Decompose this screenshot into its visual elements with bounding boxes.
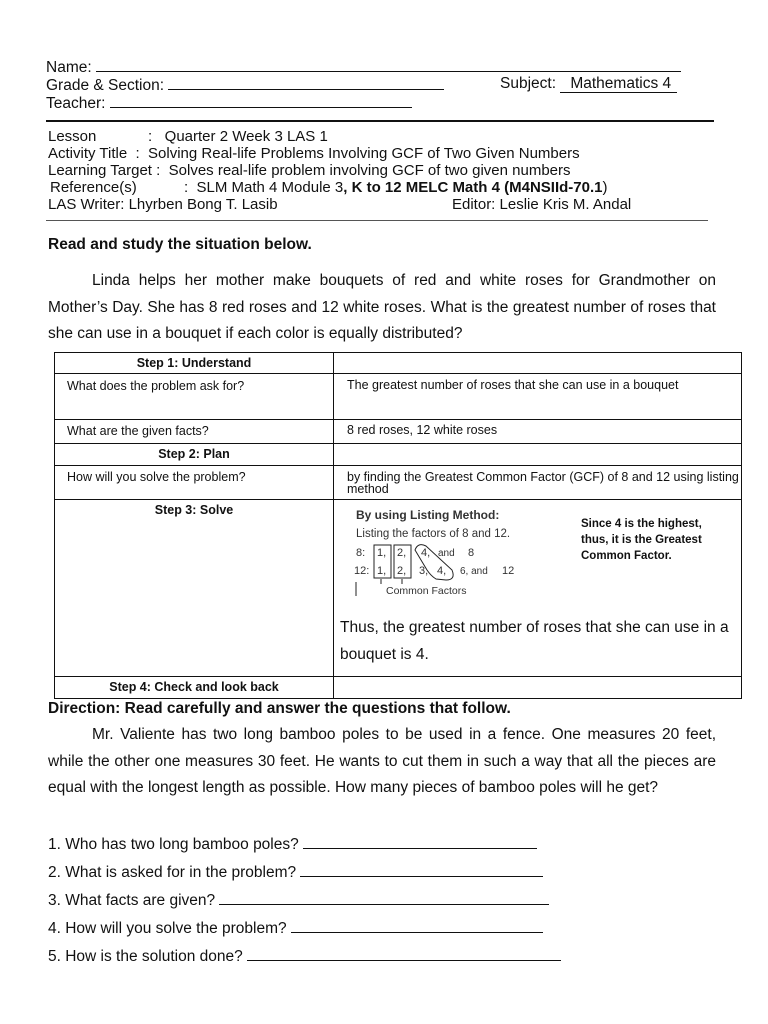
reference-code: M4NSIId-70.1: [509, 179, 603, 196]
grade-blank[interactable]: [168, 75, 444, 90]
question-ask: What does the problem ask for?: [55, 374, 334, 420]
solve-content: [334, 500, 741, 676]
answer-facts: 8 red roses, 12 white roses: [334, 420, 742, 444]
meta-divider: [46, 220, 708, 221]
grade-label: Grade & Section:: [46, 77, 165, 94]
solve-title: By using Listing Method:: [356, 508, 500, 522]
row12-factor-2: 2,: [397, 565, 407, 577]
row12-factor-4: 4,: [437, 565, 447, 577]
teacher-label: Teacher:: [46, 95, 106, 112]
editor: Editor: Leslie Kris M. Andal: [452, 196, 632, 213]
target-value: Solves real-life problem involving GCF of two given numbers: [168, 162, 571, 179]
situation-heading: Read and study the situation below.: [48, 236, 312, 253]
row8-factor-2: 2,: [397, 547, 407, 559]
step3-heading: Step 3: Solve: [55, 500, 334, 677]
row12-last: 12: [502, 565, 515, 577]
grade-line: [46, 75, 444, 95]
direction-text: Mr. Valiente has two long bamboo poles to be used in a fence. One measures 20 feet, while the other one measures 30 feet. He wants to cut them in such a way that all the pieces are equal with the longest length as possible. How many pieces of bamboo poles will he get?: [48, 726, 716, 796]
reference-close: ): [602, 179, 608, 196]
table-row: [55, 677, 742, 699]
question-2: [48, 862, 543, 882]
table-row: [55, 353, 742, 374]
row8-factor-1: 1,: [377, 547, 387, 559]
table-row: [55, 420, 742, 444]
activity-label: Activity Title: [48, 145, 128, 162]
table-row: [55, 500, 742, 677]
reference-value-1: SLM Math 4 Module 3: [196, 179, 344, 196]
row12-label: 12:: [354, 565, 370, 577]
reference-row: Reference(s) : SLM Math 4 Module 3, K to 12 MELC Math 4 (M4NSIId-70.1): [50, 179, 608, 196]
question-3-text: 3. What facts are given?: [48, 892, 216, 909]
solve-cell: [334, 500, 742, 677]
question-2-text: 2. What is asked for in the problem?: [48, 864, 297, 881]
target-row: [48, 162, 571, 180]
answer-3-blank[interactable]: [219, 890, 549, 905]
situation-paragraph: [48, 268, 716, 348]
step1-blank: [334, 353, 742, 374]
answer-ask: The greatest number of roses that she can use in a bouquet: [334, 374, 742, 420]
question-4: [48, 918, 543, 938]
row12-factor-1: 1,: [377, 565, 387, 577]
row8-last: 8: [468, 547, 475, 559]
subject-line: [500, 75, 677, 93]
header-divider: [46, 120, 714, 122]
lesson-value: Quarter 2 Week 3 LAS 1: [164, 128, 328, 145]
answer-2-blank[interactable]: [300, 862, 543, 877]
solve-conclusion: Thus, the greatest number of roses that she can use in a bouquet is 4.: [340, 619, 729, 663]
reference-value-2: , K to 12 MELC Math 4 (: [343, 179, 510, 196]
lesson-row: Lesson : Quarter 2 Week 3 LAS 1: [48, 128, 328, 145]
subject-value: Mathematics 4: [560, 75, 677, 93]
question-3: [48, 890, 549, 910]
name-line: [46, 57, 681, 77]
answer-4-blank[interactable]: [291, 918, 543, 933]
question-1-text: 1. Who has two long bamboo poles?: [48, 836, 299, 853]
direction-paragraph: [48, 722, 716, 802]
table-row: [55, 444, 742, 466]
teacher-line: [46, 93, 412, 113]
lesson-label: Lesson: [48, 128, 97, 145]
question-solve: How will you solve the problem?: [55, 466, 334, 500]
solve-subtitle: Listing the factors of 8 and 12.: [356, 528, 511, 540]
situation-text: Linda helps her mother make bouquets of red and white roses for Grandmother on Mother’s Day. She has 8 red roses and 12 white roses. What is the greatest number of roses that she can use in a bouquet if each color is equally distributed?: [48, 272, 716, 342]
question-facts: What are the given facts?: [55, 420, 334, 444]
step4-blank: [334, 677, 742, 699]
row8-label: 8:: [356, 547, 366, 559]
subject-label: Subject:: [500, 75, 557, 92]
table-row: [55, 374, 742, 420]
row8-factor-4: 4,: [421, 547, 431, 559]
answer-5-blank[interactable]: [247, 946, 561, 961]
steps-table: [54, 352, 742, 699]
name-blank[interactable]: [96, 57, 681, 72]
question-5: [48, 946, 561, 966]
reference-label: Reference(s): [50, 179, 137, 196]
step2-heading: Step 2: Plan: [55, 444, 334, 466]
common-factors-label: Common Factors: [386, 585, 467, 597]
step4-heading: Step 4: Check and look back: [55, 677, 334, 699]
answer-1-blank[interactable]: [303, 834, 537, 849]
row12-rest: 6, and: [460, 566, 488, 577]
row12-factor-3: 3,: [419, 565, 429, 577]
direction-heading: Direction: Read carefully and answer the questions that follow.: [48, 700, 511, 717]
activity-row: Activity Title : Solving Real-life Problems Involving GCF of Two Given Numbers: [48, 145, 580, 162]
teacher-blank[interactable]: [110, 93, 412, 108]
question-4-text: 4. How will you solve the problem?: [48, 920, 287, 937]
step1-heading: Step 1: Understand: [55, 353, 334, 374]
writer: LAS Writer: Lhyrben Bong T. Lasib: [48, 196, 278, 213]
table-row: [55, 466, 742, 500]
row8-and: and: [438, 548, 455, 559]
activity-value: Solving Real-life Problems Involving GCF of Two Given Numbers: [148, 145, 580, 162]
target-label: Learning Target :: [48, 162, 161, 179]
step2-blank: [334, 444, 742, 466]
question-1: [48, 834, 537, 854]
since-note: Since 4 is the highest, thus, it is the Greatest Common Factor.: [581, 518, 702, 562]
name-label: Name:: [46, 59, 92, 76]
answer-solve: by finding the Greatest Common Factor (GCF) of 8 and 12 using listing method: [334, 466, 742, 500]
question-5-text: 5. How is the solution done?: [48, 948, 243, 965]
